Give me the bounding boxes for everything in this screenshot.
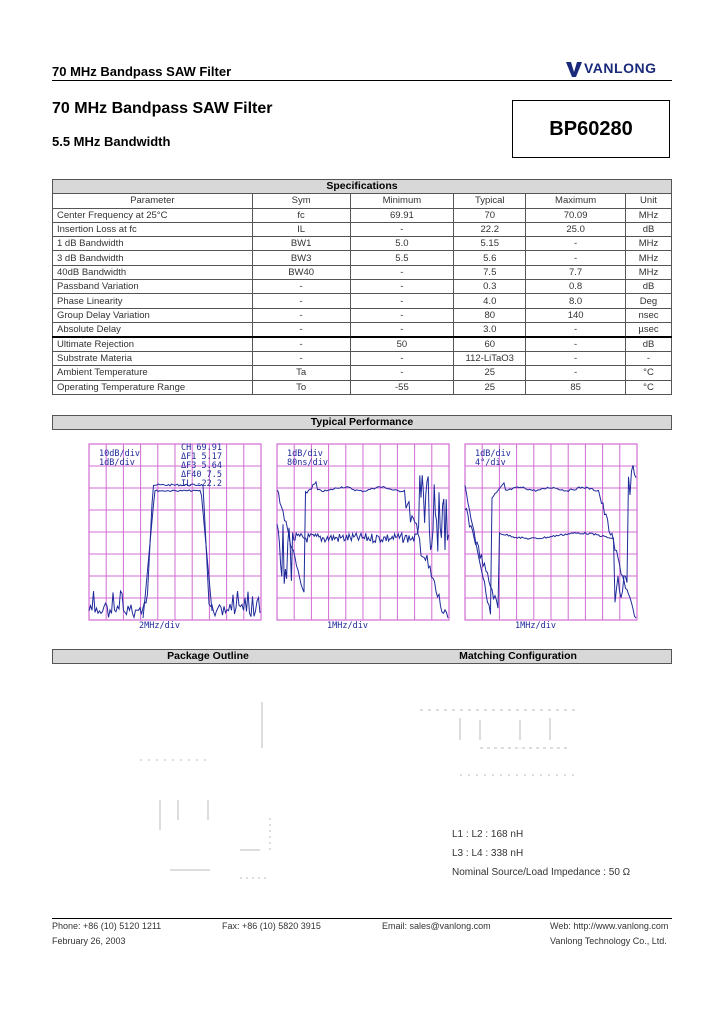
table-cell: dB [626,222,672,236]
table-cell: 25 [454,380,526,394]
table-row [53,337,672,352]
table-cell: Passband Variation [53,280,253,294]
footer-company: Vanlong Technology Co., Ltd. [550,936,667,946]
table-row [53,322,672,337]
scale-label: 1dB/div [287,449,323,459]
table-cell: 5.6 [454,251,526,265]
package-outline-title: Package Outline [167,650,249,662]
footer-web[interactable]: Web: http://www.vanlong.com [550,921,669,931]
marker-readout: CH 69.91 [181,443,222,453]
table-cell: Center Frequency at 25°C [53,208,253,222]
table-cell: - [526,366,626,380]
specs-body [53,208,672,394]
table-cell: MHz [626,251,672,265]
table-cell: 60 [454,337,526,352]
table-cell: Phase Linearity [53,294,253,308]
table-row [53,208,672,222]
table-row [53,222,672,236]
table-cell: 3.0 [454,322,526,337]
table-cell: - [252,337,350,352]
table-cell: °C [626,366,672,380]
logo-text: VANLONG [584,60,657,76]
x-scale-label: 1MHz/div [515,621,556,630]
plot-group-delay-svg [273,442,451,630]
marker-readout: ΔF3 5.64 [181,461,222,471]
table-row [53,294,672,308]
footer-fax: Fax: +86 (10) 5820 3915 [222,921,321,931]
v-logo-icon [566,60,582,78]
table-cell: - [526,351,626,365]
package-outline-drawing [130,690,290,890]
plot-phase-svg [461,442,639,630]
table-cell: 112-LiTaO3 [454,351,526,365]
specs-title: Specifications [53,180,672,194]
footer-date: February 26, 2003 [52,936,126,946]
matching-config-title: Matching Configuration [459,650,577,662]
table-cell: 5.5 [350,251,454,265]
table-cell: Group Delay Variation [53,308,253,322]
inductor-l3-l4: L3 : L4 : 338 nH [452,848,524,859]
table-cell: 70 [454,208,526,222]
table-cell: Ta [252,366,350,380]
table-cell: - [252,294,350,308]
performance-title: Typical Performance [310,416,414,428]
table-cell: 3 dB Bandwidth [53,251,253,265]
inductor-l1-l2: L1 : L2 : 168 nH [452,829,524,840]
table-cell: - [526,337,626,352]
column-header: Parameter [53,194,253,208]
table-cell: - [350,280,454,294]
scale-label: 4°/div [475,458,506,468]
page-title: 70 MHz Bandpass SAW Filter [52,100,273,117]
table-row [53,237,672,251]
scale-label: 80ns/div [287,458,328,468]
table-cell: - [626,351,672,365]
table-cell: 5.0 [350,237,454,251]
scale-label: 1dB/div [475,449,511,459]
column-header: Minimum [350,194,454,208]
table-cell: 69.91 [350,208,454,222]
table-cell: 40dB Bandwidth [53,265,253,279]
table-cell: - [526,237,626,251]
table-cell: 8.0 [526,294,626,308]
table-row [53,351,672,365]
table-cell: - [350,351,454,365]
table-cell: - [350,265,454,279]
performance-header [52,415,672,430]
x-scale-label: 2MHz/div [139,621,180,630]
matching-circuit-drawing [400,700,600,790]
table-cell: - [350,366,454,380]
table-cell: To [252,380,350,394]
table-row [53,366,672,380]
table-cell: - [252,351,350,365]
table-cell: - [350,322,454,337]
table-cell: 5.15 [454,237,526,251]
marker-readout: ΔF1 5.17 [181,452,222,462]
plot-amplitude [85,442,263,630]
table-row [53,308,672,322]
table-cell: 7.7 [526,265,626,279]
table-cell: 1 dB Bandwidth [53,237,253,251]
table-cell: 140 [526,308,626,322]
table-cell: Insertion Loss at fc [53,222,253,236]
page-subtitle: 5.5 MHz Bandwidth [52,134,171,149]
table-cell: BW1 [252,237,350,251]
table-row [53,251,672,265]
part-number: BP60280 [549,117,633,140]
table-cell: - [252,322,350,337]
table-cell: Substrate Materia [53,351,253,365]
table-header-row [53,194,672,208]
column-header: Sym [252,194,350,208]
table-cell: - [350,308,454,322]
table-cell: - [350,222,454,236]
plot-group-delay [273,442,451,630]
table-cell: - [252,280,350,294]
table-cell: Deg [626,294,672,308]
table-cell: dB [626,280,672,294]
table-cell: µsec [626,322,672,337]
column-header: Typical [454,194,526,208]
header-rule [52,80,672,81]
table-cell: Absolute Delay [53,322,253,337]
footer-rule [52,918,672,919]
table-cell: 50 [350,337,454,352]
table-row [53,280,672,294]
table-cell: BW3 [252,251,350,265]
table-cell: 4.0 [454,294,526,308]
table-cell: Ultimate Rejection [53,337,253,352]
table-cell: MHz [626,208,672,222]
table-cell: fc [252,208,350,222]
table-cell: 7.5 [454,265,526,279]
table-cell: MHz [626,265,672,279]
table-cell: nsec [626,308,672,322]
table-cell: 0.8 [526,280,626,294]
scale-label: 1dB/div [99,458,135,468]
table-cell: MHz [626,237,672,251]
plot-phase [461,442,639,630]
table-cell: 70.09 [526,208,626,222]
table-cell: IL [252,222,350,236]
table-row [53,380,672,394]
vanlong-logo [566,60,672,78]
table-cell: Operating Temperature Range [53,380,253,394]
table-row [53,265,672,279]
table-cell: BW40 [252,265,350,279]
table-cell: 85 [526,380,626,394]
table-cell: - [526,251,626,265]
table-cell: dB [626,337,672,352]
header-title: 70 MHz Bandpass SAW Filter [52,64,232,79]
footer-email[interactable]: Email: sales@vanlong.com [382,921,491,931]
specifications-table [52,179,672,395]
table-cell: Ambient Temperature [53,366,253,380]
column-header: Unit [626,194,672,208]
marker-readout: IL -22.2 [181,479,222,489]
table-cell: - [350,294,454,308]
table-cell: 22.2 [454,222,526,236]
table-cell: 0.3 [454,280,526,294]
table-cell: °C [626,380,672,394]
lower-header [52,649,672,664]
table-cell: - [252,308,350,322]
table-cell: 80 [454,308,526,322]
table-cell: 25 [454,366,526,380]
table-cell: - [526,322,626,337]
marker-readout: ΔF40 7.5 [181,470,222,480]
x-scale-label: 1MHz/div [327,621,368,630]
footer-phone: Phone: +86 (10) 5120 1211 [52,921,162,931]
scale-label: 10dB/div [99,449,140,459]
column-header: Maximum [526,194,626,208]
table-cell: 25.0 [526,222,626,236]
plot-amplitude-svg [85,442,263,630]
part-number-box [512,100,670,158]
nominal-impedance: Nominal Source/Load Impedance : 50 Ω [452,867,631,878]
table-cell: -55 [350,380,454,394]
